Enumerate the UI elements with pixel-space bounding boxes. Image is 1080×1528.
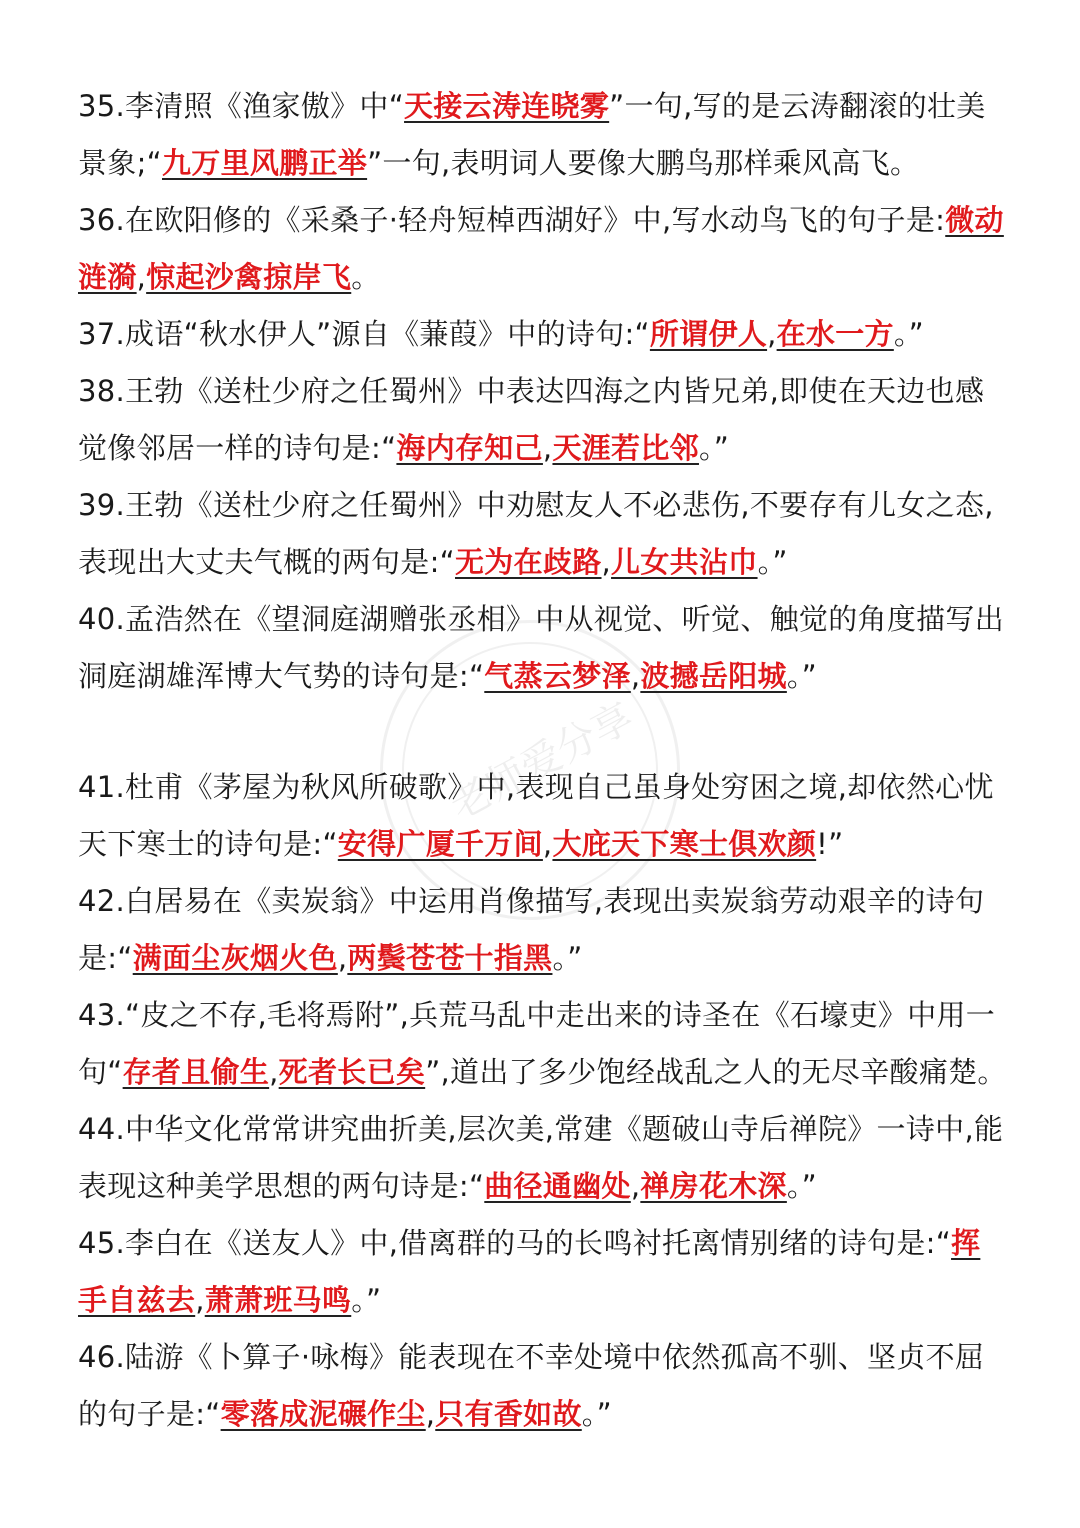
question-text: ”,道出了多少饱经战乱之人的无尽辛酸痛楚。 [425,1055,1007,1089]
question-text: 39.王勃《送杜少府之任蜀州》中劝慰友人不必悲伤,不要存有儿女之态,表现出大丈夫气概的两句是:“ [78,488,994,579]
question-text: 36.在欧阳修的《采桑子·轻舟短棹西湖好》中,写水动鸟飞的句子是: [78,203,946,237]
question-text: ”一句,表明词人要像大鹏鸟那样乘风高飞。 [367,146,920,180]
question-37 [78,306,1008,363]
question-text: 。 [351,260,381,294]
question-35 [78,78,1008,192]
question-text: 41.杜甫《茅屋为秋风所破歌》中,表现自己虽身处穷困之境,却依然心忧天下寒士的诗句是:“ [78,770,994,861]
question-44 [78,1101,1008,1215]
question-text: , [425,1397,436,1431]
answer-text: 天接云涛连晓雾 [404,89,610,123]
question-39 [78,477,1008,591]
answer-text: 所谓伊人 [649,317,768,351]
question-text: , [601,545,612,579]
question-text: , [136,260,147,294]
answer-text: 挥手自兹去 [78,1226,981,1317]
answer-text: 大庇天下寒士俱欢颜 [552,827,817,861]
question-text: , [269,1055,279,1089]
question-text: 。” [757,545,788,579]
answer-text: 惊起沙禽掠岸飞 [146,260,352,294]
question-text: 。” [581,1397,612,1431]
question-text: , [767,317,777,351]
question-45 [78,1215,1008,1329]
answer-text: 死者长已矣 [278,1055,426,1089]
question-text: ”一句,写的是云涛翻滚的壮美景象;“ [78,89,986,180]
answer-text: 儿女共沾巾 [611,545,758,579]
question-43 [78,987,1008,1101]
question-text: 。” [786,659,817,693]
question-text: 。” [893,317,924,351]
answer-text: 满面尘灰烟火色 [132,941,338,975]
answer-text: 无为在歧路 [455,545,602,579]
question-36 [78,192,1008,306]
question-text: 37.成语“秋水伊人”源自《蒹葭》中的诗句:“ [78,317,650,351]
question-46 [78,1329,1008,1443]
answer-text: 海内存知己 [396,431,543,465]
question-text: 46.陆游《卜算子·咏梅》能表现在不幸处境中依然孤高不驯、坚贞不屈的句子是:“ [78,1340,985,1431]
answer-text: 曲径通幽处 [484,1169,631,1203]
question-text: 44.中华文化常常讲究曲折美,层次美,常建《题破山寺后禅院》一诗中,能表现这种美学思想的两句诗是:“ [78,1112,1004,1203]
question-text: , [630,659,641,693]
question-text: 35.李清照《渔家傲》中“ [78,89,405,123]
question-text: , [195,1283,205,1317]
question-text: 42.白居易在《卖炭翁》中运用肖像描写,表现出卖炭翁劳动艰辛的诗句是:“ [78,884,985,975]
watermark-text: 老师爱分享 [442,694,641,829]
question-text: 43.“皮之不存,毛将焉附”,兵荒马乱中走出来的诗圣在《石壕吏》中用一句“ [78,998,996,1089]
question-text: 。” [552,941,583,975]
question-text: , [542,827,553,861]
answer-text: 零落成泥碾作尘 [220,1397,426,1431]
question-text: 。” [698,431,730,465]
question-text: 45.李白在《送友人》中,借离群的马的长鸣衬托离情别绪的诗句是:“ [78,1226,952,1260]
question-text: 。” [351,1283,382,1317]
question-text: 38.王勃《送杜少府之任蜀州》中表达四海之内皆兄弟,即使在天边也感觉像邻居一样的诗句是:“ [78,374,985,465]
question-41 [78,759,1008,873]
question-text: !” [816,827,844,861]
answer-text: 气蒸云梦泽 [484,659,631,693]
question-42 [78,873,1008,987]
answer-text: 萧萧班马鸣 [204,1283,352,1317]
answer-text: 只有香如故 [435,1397,582,1431]
answer-text: 波撼岳阳城 [640,659,787,693]
answer-text: 安得广厦千万间 [337,827,543,861]
question-text: , [630,1169,641,1203]
answer-text: 两鬓苍苍十指黑 [347,941,553,975]
answer-text: 禅房花木深 [640,1169,787,1203]
question-text: , [542,431,553,465]
question-text: 40.孟浩然在《望洞庭湖赠张丞相》中从视觉、听觉、触觉的角度描写出洞庭湖雄浑博大气势的诗句是:“ [78,602,1005,693]
answer-text: 微动涟漪 [78,203,1004,294]
question-38 [78,363,1008,477]
question-40 [78,591,1008,705]
answer-text: 存者且偷生 [122,1055,270,1089]
question-text: , [337,941,348,975]
answer-text: 九万里风鹏正举 [162,146,368,180]
question-text: 。” [786,1169,817,1203]
answer-text: 天涯若比邻 [552,431,699,465]
answer-text: 在水一方 [776,317,894,351]
